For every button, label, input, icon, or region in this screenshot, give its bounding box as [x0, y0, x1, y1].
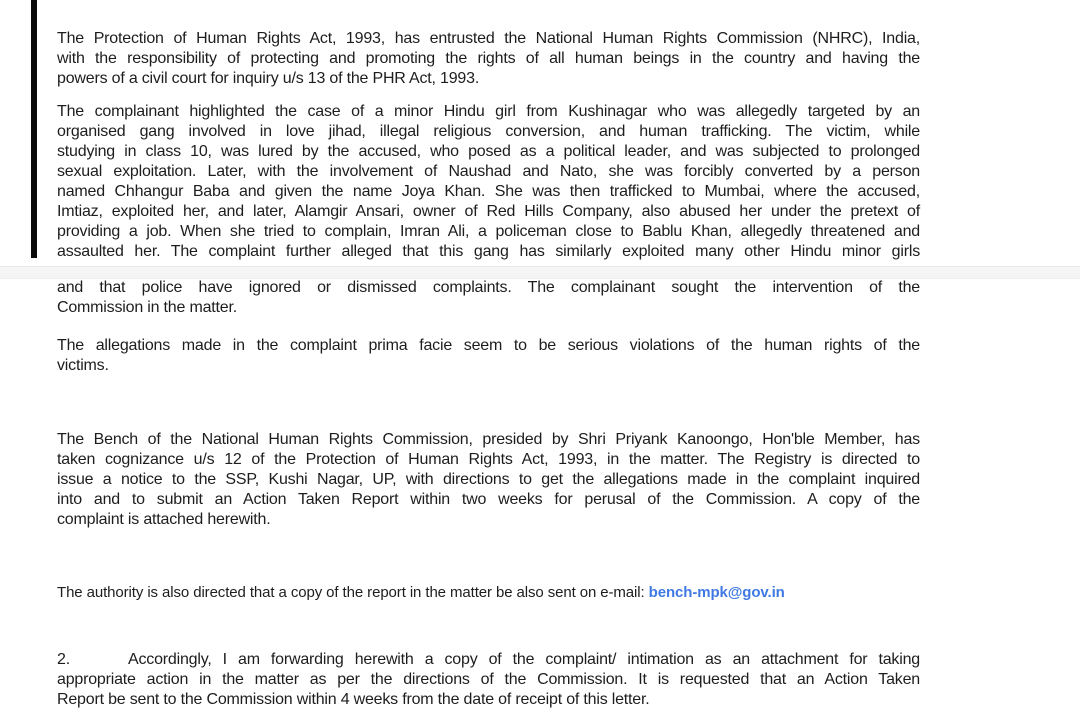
- text-line: taken cognizance u/s 12 of the Protection of Human Rights Act, 1993, in the matter. The Registry is directed to: [57, 451, 920, 468]
- text-line: The complainant highlighted the case of a minor Hindu girl from Kushinagar who was allegedly targeted by an: [57, 103, 920, 120]
- text-line: The allegations made in the complaint prima facie seem to be serious violations of the human rights of the: [57, 337, 920, 354]
- paragraph-cognizance: [57, 430, 920, 530]
- text-line: powers of a civil court for inquiry u/s 13 of the PHR Act, 1993.: [57, 70, 480, 87]
- text-line: Commission in the matter.: [57, 299, 237, 316]
- email-direction-text: The authority is also directed that a copy of the report in the matter be also sent on e-mail:: [57, 584, 649, 601]
- text-line: Imtiaz, exploited her, and later, Alamgir Ansari, owner of Red Hills Company, also abused her under the pretext of: [57, 203, 920, 220]
- letter-body: [57, 0, 920, 710]
- text-line: The Protection of Human Rights Act, 1993, has entrusted the National Human Rights Commission (NHRC), India,: [57, 30, 920, 47]
- text-line: The Bench of the National Human Rights Commission, presided by Shri Priyank Kanoongo, Hon'ble Member, has: [57, 431, 920, 448]
- text-line: studying in class 10, was lured by the accused, who posed as a political leader, and was subjected to prolonged: [57, 143, 920, 160]
- text-line: and that police have ignored or dismissed complaints. The complainant sought the intervention of the: [57, 279, 920, 296]
- text-line: issue a notice to the SSP, Kushi Nagar, UP, with directions to get the allegations made in the complaint inquired: [57, 471, 920, 488]
- paragraph-phr-act: [57, 29, 920, 89]
- paragraph-number: 2.: [57, 651, 70, 668]
- text-line: providing a job. When she tried to complain, Imran Ali, a policeman close to Bablu Khan, allegedly threatened and: [57, 223, 920, 240]
- text-line: into and to submit an Action Taken Report within two weeks for perusal of the Commission. A copy of the: [57, 491, 920, 508]
- paragraph-allegations: [57, 336, 920, 376]
- text-line: with the responsibility of protecting and promoting the rights of all human beings in the country and having the: [57, 50, 920, 67]
- text-line: Report be sent to the Commission within 4 weeks from the date of receipt of this letter.: [57, 691, 650, 708]
- forwarding-first-line: [57, 650, 920, 670]
- text-line: victims.: [57, 357, 109, 374]
- forwarding-first-line-text: Accordingly, I am forwarding herewith a copy of the complaint/ intimation as an attachment for taking: [128, 651, 920, 668]
- text-line: assaulted her. The complaint further alleged that this gang has similarly exploited many other Hindu minor girls: [57, 243, 920, 260]
- text-line: appropriate action in the matter as per the directions of the Commission. It is requested that an Action Taken: [57, 671, 920, 688]
- email-link[interactable]: bench-mpk@gov.in: [648, 584, 785, 601]
- scan-edge-artifact: [31, 0, 37, 258]
- text-line: complaint is attached herewith.: [57, 511, 271, 528]
- text-line: sexual exploitation. Later, with the involvement of Naushad and Nato, she was forcibly converted by a person: [57, 163, 920, 180]
- paragraph-complaint-part2: [57, 278, 920, 318]
- forwarding-rest-lines: [57, 670, 920, 710]
- text-line: organised gang involved in love jihad, illegal religious conversion, and human trafficking. The victim, while: [57, 123, 920, 140]
- text-line: named Chhangur Baba and given the name Joya Khan. She was then trafficked to Mumbai, where the accused,: [57, 183, 920, 200]
- paragraph-complaint-part1: [57, 102, 920, 262]
- paragraph-email-direction: [57, 583, 920, 603]
- paragraph-forwarding: [57, 650, 920, 710]
